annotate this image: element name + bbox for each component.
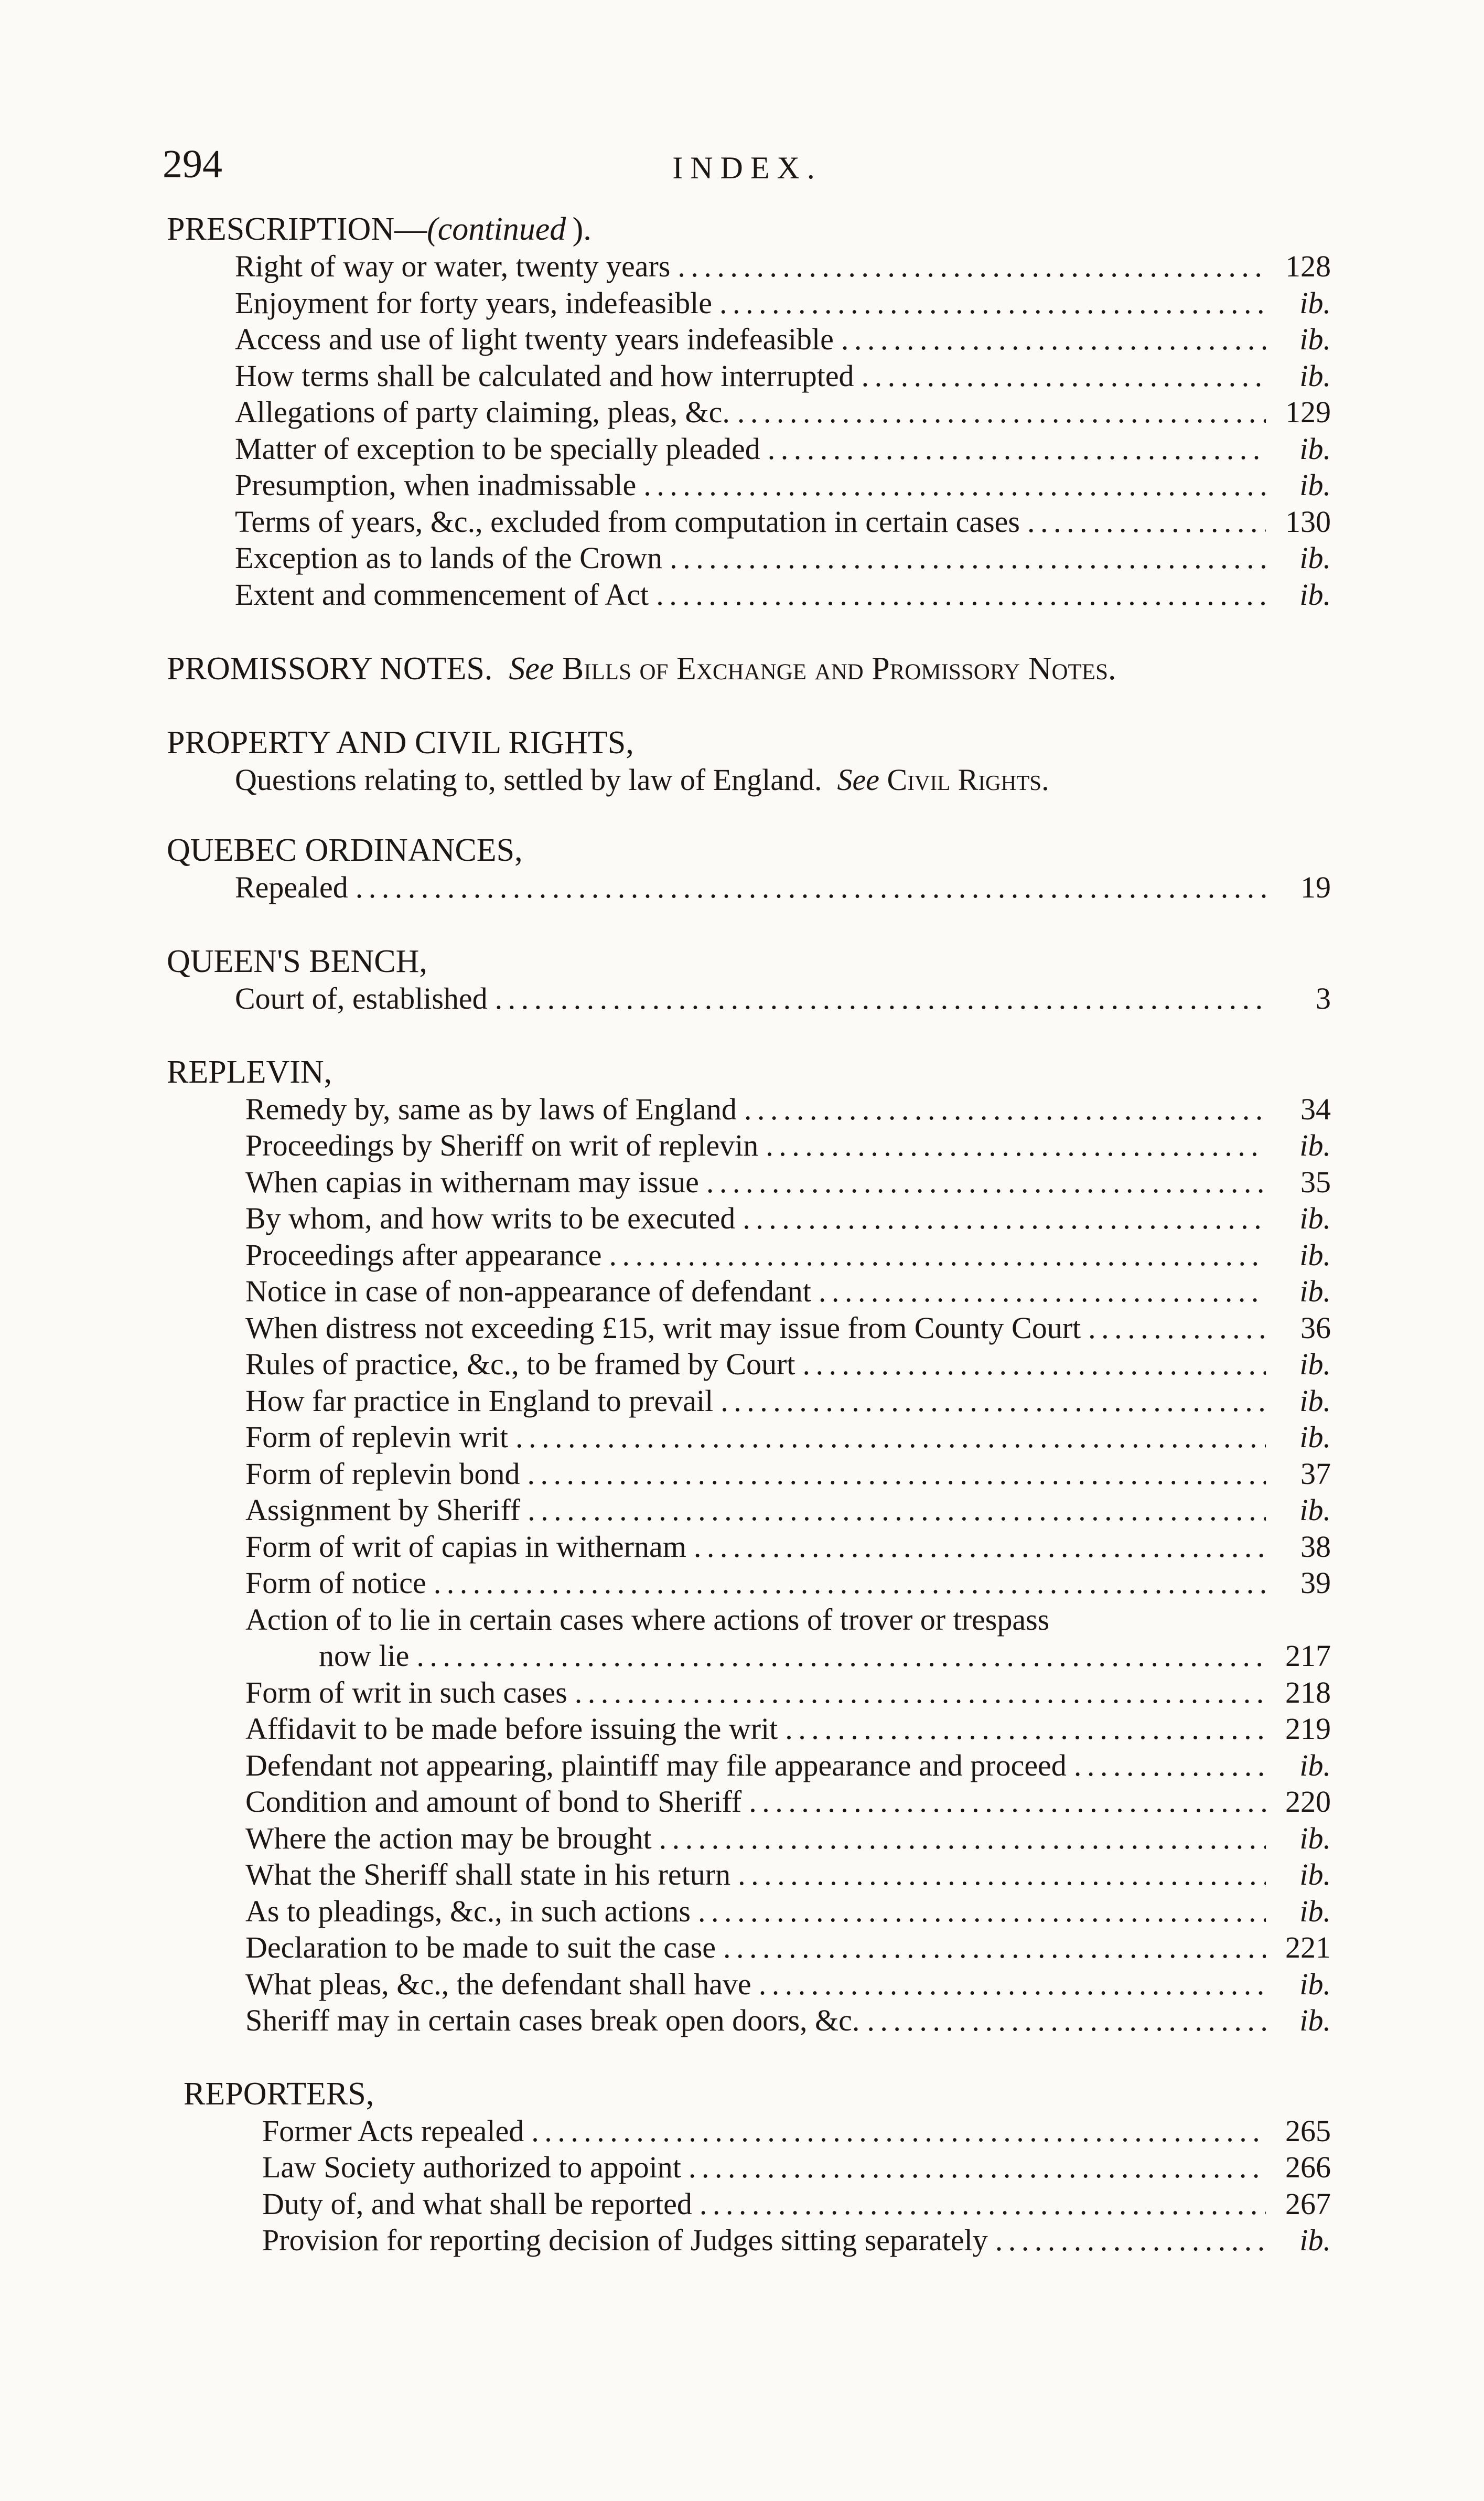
entry-page: ib. bbox=[1299, 1237, 1331, 1272]
entry-page: 35 bbox=[1300, 1164, 1331, 1199]
heading-text: PRESCRIPTION— bbox=[167, 211, 427, 247]
dot-leader bbox=[656, 576, 1266, 613]
dot-leader bbox=[700, 2186, 1266, 2222]
dot-leader bbox=[528, 1456, 1266, 1492]
index-entry bbox=[184, 2186, 1331, 2222]
index-entry bbox=[184, 2113, 1331, 2150]
entry-page: ib. bbox=[1299, 1420, 1331, 1454]
entry-page: 128 bbox=[1285, 249, 1331, 283]
entry-text: Condition and amount of bond to Sheriff bbox=[245, 1784, 742, 1819]
entry-page: ib. bbox=[1299, 1966, 1331, 2001]
index-entry bbox=[167, 1492, 1331, 1529]
dot-leader bbox=[759, 1966, 1266, 2003]
entry-page: 220 bbox=[1285, 1784, 1331, 1819]
entry-page: ib. bbox=[1299, 1128, 1331, 1162]
entry-page: ib. bbox=[1299, 431, 1331, 466]
dot-leader bbox=[416, 1638, 1266, 1674]
dot-leader bbox=[768, 431, 1266, 467]
entry-page: 37 bbox=[1300, 1456, 1331, 1491]
dot-leader bbox=[995, 2222, 1266, 2259]
entry-text: Declaration to be made to suit the case bbox=[245, 1930, 716, 1964]
entry-text: Former Acts repealed bbox=[262, 2113, 524, 2148]
section-heading: QUEEN'S BENCH, bbox=[167, 944, 427, 979]
entry-list bbox=[167, 1674, 1331, 2039]
entry-text: Access and use of light twenty years indefeasible bbox=[235, 322, 834, 356]
entry-text: Allegations of party claiming, pleas, &c. bbox=[235, 395, 730, 429]
entry-text: Defendant not appearing, plaintiff may file appearance and proceed bbox=[245, 1748, 1067, 1782]
entry-text: Matter of exception to be specially pleaded bbox=[235, 431, 760, 466]
entry-list bbox=[167, 980, 1331, 1017]
entry-page: 3 bbox=[1316, 981, 1331, 1016]
index-entry bbox=[167, 1966, 1331, 2003]
index-entry bbox=[167, 980, 1331, 1017]
entry-page: ib. bbox=[1299, 1493, 1331, 1527]
dot-leader bbox=[819, 1273, 1266, 1310]
entry-page: 130 bbox=[1285, 504, 1331, 539]
entry-text: How terms shall be calculated and how interrupted bbox=[235, 358, 854, 393]
index-entry bbox=[167, 1273, 1331, 1310]
dot-leader bbox=[737, 394, 1266, 431]
entry-page: 218 bbox=[1285, 1675, 1331, 1709]
entry-text: Right of way or water, twenty years bbox=[235, 249, 671, 283]
dot-leader bbox=[356, 869, 1266, 906]
entry-text: Form of writ in such cases bbox=[245, 1675, 567, 1709]
entry-page: ib. bbox=[1299, 322, 1331, 356]
entry-page: ib. bbox=[1299, 1894, 1331, 1928]
entry-text: Where the action may be brought bbox=[245, 1821, 652, 1855]
dot-leader bbox=[1027, 504, 1266, 540]
running-title: INDEX. bbox=[672, 151, 822, 185]
entry-text: Duty of, and what shall be reported bbox=[262, 2186, 692, 2221]
dot-leader bbox=[766, 1127, 1266, 1164]
entry-text: Rules of practice, &c., to be framed by Court bbox=[245, 1347, 795, 1381]
entry-page: 265 bbox=[1285, 2113, 1331, 2148]
index-entry bbox=[167, 394, 1331, 431]
section-quebec-ordinances bbox=[167, 832, 1331, 906]
entry-text bbox=[167, 762, 1331, 798]
entry-page: 221 bbox=[1285, 1930, 1331, 1964]
entry-page: 219 bbox=[1285, 1712, 1331, 1746]
dot-leader bbox=[785, 1711, 1266, 1747]
index-entry bbox=[167, 358, 1331, 394]
entry-page: ib. bbox=[1299, 468, 1331, 502]
index-content bbox=[167, 211, 1331, 2259]
index-entry bbox=[167, 1164, 1331, 1201]
entry-page: ib. bbox=[1299, 1748, 1331, 1782]
index-entry bbox=[167, 540, 1331, 576]
entry-text: What the Sheriff shall state in his return bbox=[245, 1857, 731, 1891]
entry-text: Presumption, when inadmissable bbox=[235, 468, 637, 502]
entry-text: Proceedings by Sheriff on writ of replevin bbox=[245, 1128, 759, 1162]
entry-text: Exception as to lands of the Crown bbox=[235, 541, 663, 575]
entry-page: 266 bbox=[1285, 2150, 1331, 2184]
entry-text: By whom, and how writs to be executed bbox=[245, 1201, 736, 1235]
heading-continued: (continued bbox=[427, 211, 566, 247]
dot-leader bbox=[1074, 1747, 1266, 1784]
entry-text: Form of writ of capias in withernam bbox=[245, 1529, 686, 1564]
index-entry bbox=[167, 1346, 1331, 1383]
heading-end: ). bbox=[572, 211, 592, 247]
section-property-civil-rights bbox=[167, 724, 1331, 798]
dot-leader bbox=[698, 1893, 1266, 1930]
dot-leader bbox=[531, 2113, 1266, 2150]
see-label: See bbox=[837, 763, 880, 797]
dot-leader bbox=[749, 1783, 1266, 1820]
entry-page: 267 bbox=[1285, 2186, 1331, 2221]
entry-page: ib. bbox=[1299, 285, 1331, 320]
index-entry bbox=[167, 504, 1331, 540]
entry-text: Extent and commencement of Act bbox=[235, 577, 649, 612]
dot-leader bbox=[678, 248, 1266, 285]
index-entry bbox=[167, 1456, 1331, 1492]
entry-page: 39 bbox=[1300, 1566, 1331, 1600]
page-header bbox=[163, 142, 1332, 189]
entry-page: 129 bbox=[1285, 395, 1331, 429]
index-entry bbox=[167, 1200, 1331, 1237]
index-entry bbox=[167, 1638, 1331, 1674]
index-entry bbox=[167, 248, 1331, 285]
index-entry bbox=[167, 467, 1331, 504]
index-entry bbox=[167, 1419, 1331, 1456]
entry-list bbox=[167, 248, 1331, 613]
entry-page: ib. bbox=[1299, 358, 1331, 393]
section-heading: QUEBEC ORDINANCES, bbox=[167, 832, 523, 868]
index-entry bbox=[167, 1783, 1331, 1820]
entry-text: How far practice in England to prevail bbox=[245, 1383, 714, 1418]
entry-text: Court of, established bbox=[235, 981, 488, 1016]
entry-text: Remedy by, same as by laws of England bbox=[245, 1092, 737, 1126]
section-heading: REPLEVIN, bbox=[167, 1054, 332, 1090]
dot-leader bbox=[575, 1674, 1266, 1711]
entry-text: Form of replevin writ bbox=[245, 1420, 508, 1454]
entry-page: 217 bbox=[1285, 1639, 1331, 1673]
dot-leader bbox=[643, 467, 1266, 504]
dot-leader bbox=[659, 1820, 1266, 1857]
entry-text: now lie bbox=[319, 1639, 410, 1673]
entry-text: Notice in case of non-appearance of defendant bbox=[245, 1274, 811, 1308]
entry-text: Provision for reporting decision of Judges sitting separately bbox=[262, 2223, 988, 2257]
dot-leader bbox=[434, 1565, 1266, 1601]
index-entry bbox=[167, 1383, 1331, 1419]
dot-leader bbox=[743, 1200, 1266, 1237]
entry-page: ib. bbox=[1299, 1857, 1331, 1891]
dot-leader bbox=[867, 2002, 1266, 2039]
dot-leader bbox=[744, 1091, 1266, 1128]
index-entry bbox=[167, 1565, 1331, 1601]
entry-text: Law Society authorized to appoint bbox=[262, 2150, 681, 2184]
entry-text: Enjoyment for forty years, indefeasible bbox=[235, 285, 712, 320]
entry-page: 34 bbox=[1300, 1092, 1331, 1126]
cross-reference: Bills of Exchange and Promissory Notes. bbox=[562, 651, 1116, 687]
index-entry bbox=[167, 1674, 1331, 1711]
section-heading: PROPERTY AND CIVIL RIGHTS, bbox=[167, 725, 634, 761]
entry-text: Assignment by Sheriff bbox=[245, 1493, 521, 1527]
index-entry bbox=[167, 1529, 1331, 1565]
dot-leader bbox=[528, 1492, 1266, 1529]
dot-leader bbox=[1088, 1310, 1266, 1346]
entry-page: 19 bbox=[1300, 870, 1331, 904]
entry-page: ib. bbox=[1299, 2223, 1331, 2257]
index-entry bbox=[184, 2222, 1331, 2259]
dot-leader bbox=[515, 1419, 1266, 1456]
section-heading bbox=[167, 650, 1331, 688]
index-entry bbox=[167, 1237, 1331, 1274]
entry-text: Repealed bbox=[235, 870, 348, 904]
dot-leader bbox=[495, 980, 1266, 1017]
entry-page: ib. bbox=[1299, 1383, 1331, 1418]
entry-text: What pleas, &c., the defendant shall have bbox=[245, 1966, 751, 2001]
entry-text: When capias in withernam may issue bbox=[245, 1164, 699, 1199]
entry-text: When distress not exceeding £15, writ may issue from County Court bbox=[245, 1310, 1081, 1345]
dot-leader bbox=[862, 358, 1266, 394]
page-number: 294 bbox=[163, 142, 222, 186]
index-entry bbox=[184, 2149, 1331, 2186]
dot-leader bbox=[738, 1856, 1266, 1893]
entry-text: As to pleadings, &c., in such actions bbox=[245, 1894, 691, 1928]
dot-leader bbox=[694, 1529, 1266, 1565]
entry-page: ib. bbox=[1299, 577, 1331, 612]
index-entry bbox=[167, 576, 1331, 613]
dot-leader bbox=[706, 1164, 1266, 1201]
section-heading bbox=[167, 211, 1331, 248]
dot-leader bbox=[723, 1929, 1266, 1966]
see-label: See bbox=[509, 651, 554, 687]
dot-leader bbox=[841, 321, 1266, 358]
index-entry bbox=[167, 431, 1331, 467]
entry-page: ib. bbox=[1299, 541, 1331, 575]
cross-reference: Civil Rights. bbox=[887, 763, 1049, 797]
section-queens-bench bbox=[167, 943, 1331, 1017]
index-entry bbox=[167, 869, 1331, 906]
section-replevin bbox=[167, 1054, 1331, 2039]
index-entry bbox=[167, 1127, 1331, 1164]
entry-text: Sheriff may in certain cases break open doors, &c. bbox=[245, 2003, 860, 2037]
index-entry bbox=[167, 1711, 1331, 1747]
entry-list bbox=[167, 1091, 1331, 1601]
index-entry bbox=[167, 1747, 1331, 1784]
entry-page: ib. bbox=[1299, 1201, 1331, 1235]
index-entry bbox=[167, 1929, 1331, 1966]
entry-page: 38 bbox=[1300, 1529, 1331, 1564]
entry-page: ib. bbox=[1299, 2003, 1331, 2037]
dot-leader bbox=[689, 2149, 1266, 2186]
entry-text: Form of replevin bond bbox=[245, 1456, 520, 1491]
entry-list bbox=[167, 869, 1331, 906]
index-entry bbox=[167, 321, 1331, 358]
dot-leader bbox=[721, 1383, 1266, 1419]
entry-page: ib. bbox=[1299, 1274, 1331, 1308]
section-heading: REPORTERS, bbox=[184, 2076, 374, 2112]
entry-list bbox=[184, 2113, 1331, 2259]
dot-leader bbox=[803, 1346, 1266, 1383]
entry-page: ib. bbox=[1299, 1347, 1331, 1381]
entry-text: Proceedings after appearance bbox=[245, 1237, 602, 1272]
index-entry bbox=[167, 1091, 1331, 1128]
dot-leader bbox=[609, 1237, 1266, 1274]
entry-wrapped-first-line: Action of to lie in certain cases where actions of trover or trespass bbox=[245, 1602, 1050, 1637]
index-entry bbox=[167, 1310, 1331, 1346]
section-reporters bbox=[167, 2076, 1331, 2259]
index-entry bbox=[167, 285, 1331, 322]
entry-text: Affidavit to be made before issuing the writ bbox=[245, 1712, 778, 1746]
entry-text: Terms of years, &c., excluded from computation in certain cases bbox=[235, 504, 1020, 539]
index-entry bbox=[167, 1856, 1331, 1893]
index-entry bbox=[167, 2002, 1331, 2039]
section-prescription bbox=[167, 211, 1331, 613]
dot-leader bbox=[670, 540, 1266, 576]
dot-leader bbox=[719, 285, 1266, 322]
heading-text: PROMISSORY NOTES. bbox=[167, 651, 493, 687]
index-entry bbox=[167, 1820, 1331, 1857]
section-promissory-notes bbox=[167, 650, 1331, 688]
index-entry bbox=[167, 1893, 1331, 1930]
entry-page: ib. bbox=[1299, 1821, 1331, 1855]
entry-page: 36 bbox=[1300, 1310, 1331, 1345]
entry-description: Questions relating to, settled by law of England. bbox=[235, 763, 822, 797]
entry-text: Form of notice bbox=[245, 1566, 426, 1600]
